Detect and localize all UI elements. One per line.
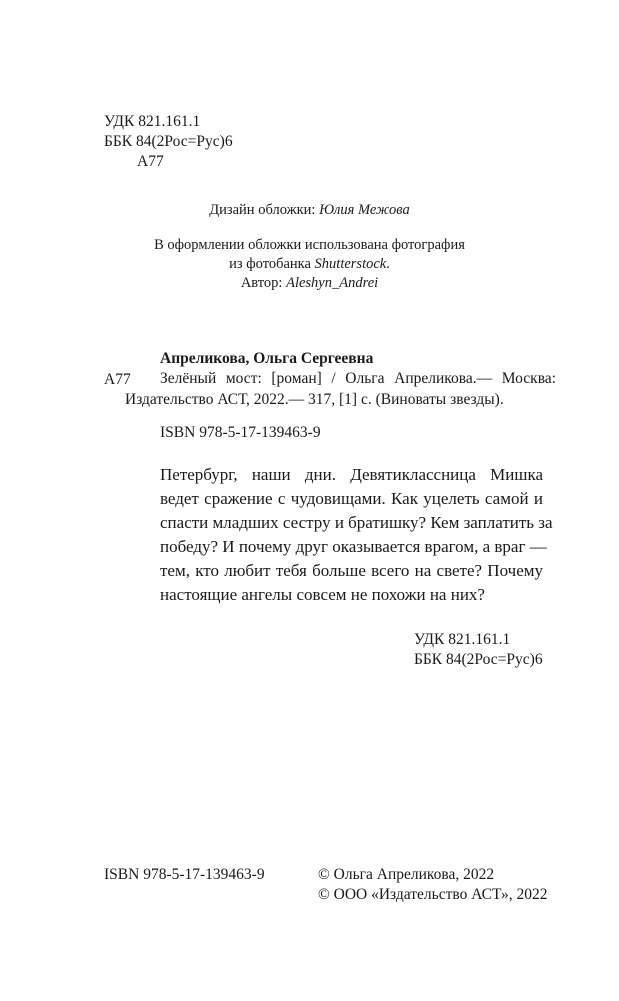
photo-author-name: Aleshyn_Andrei — [286, 275, 379, 291]
photo-author-label: Автор: — [240, 275, 287, 291]
bbk-code-top: ББК 84(2Рос=Рус)6 — [104, 133, 233, 150]
copyright-author: © Ольга Апреликова, 2022 — [318, 866, 495, 883]
photo-credit-line1: В оформлении обложки использована фотография — [154, 237, 465, 253]
cover-design-label: Дизайн обложки: — [209, 202, 320, 218]
catalog-description-continued — [125, 389, 556, 410]
annotation-line: спасти младших сестру и братишку? Кем заплатить за — [160, 513, 553, 532]
photo-credit-line2 — [0, 254, 619, 274]
photo-source-prefix: из фотобанка — [229, 256, 315, 272]
photo-author-credit — [0, 273, 619, 293]
catalog-mark: А77 — [104, 371, 131, 388]
udk-code-top: УДК 821.161.1 — [104, 113, 201, 130]
photo-source-name: Shutterstock — [314, 256, 387, 272]
cover-design-credit — [0, 200, 619, 220]
photo-source-suffix: . — [386, 256, 390, 272]
annotation-line: победу? И почему друг оказывается врагом, а враг — — [160, 537, 547, 556]
cover-design-name: Юлия Межова — [319, 202, 410, 218]
annotation-line: тем, кто любит тебя больше всего на свете? Почему — [160, 561, 543, 580]
catalog-description-line: Издательство АСТ, 2022.— 317, [1] с. (Виноваты звезды). — [125, 391, 504, 408]
annotation-line: ведет сражение с чудовищами. Как уцелеть самой и — [160, 489, 543, 508]
catalog-heading: Апреликова, Ольга Сергеевна — [160, 350, 374, 367]
annotation-line: настоящие ангелы совсем не похожи на них? — [160, 585, 485, 604]
copyright-publisher: © ООО «Издательство АСТ», 2022 — [318, 886, 548, 903]
catalog-description — [160, 368, 556, 389]
udk-code-bottom: УДК 821.161.1 — [414, 631, 511, 648]
catalog-description-line: Зелёный мост: [роман] / Ольга Апреликова.— Москва: — [160, 370, 556, 387]
annotation-line: Петербург, наши дни. Девятиклассница Мишка — [160, 465, 543, 484]
annotation-paragraph — [160, 463, 553, 607]
bbk-code-bottom: ББК 84(2Рос=Рус)6 — [414, 651, 543, 668]
footer-isbn: ISBN 978-5-17-139463-9 — [104, 866, 265, 883]
catalog-isbn: ISBN 978-5-17-139463-9 — [160, 424, 321, 441]
author-mark-top: А77 — [137, 153, 164, 170]
